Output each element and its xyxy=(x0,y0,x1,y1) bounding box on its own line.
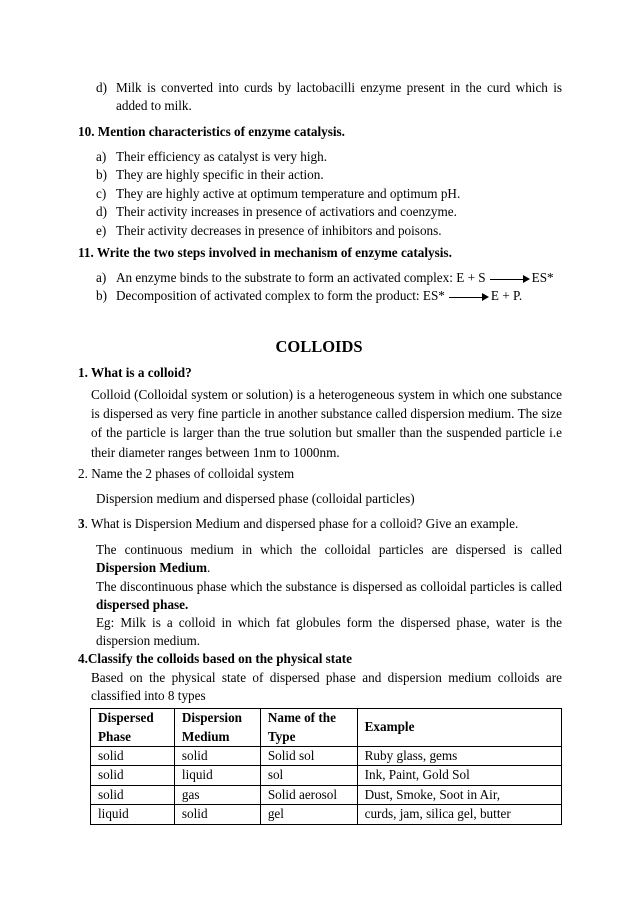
table-cell: Dust, Smoke, Soot in Air, xyxy=(357,785,561,804)
list-marker: c) xyxy=(96,185,107,201)
term-dispersed-phase: dispersed phase. xyxy=(96,597,189,613)
dispersion-medium-definition xyxy=(96,541,562,578)
table-row xyxy=(91,805,562,824)
table-header-cell: Dispersed Phase xyxy=(91,709,175,747)
table-cell: gas xyxy=(174,785,260,804)
list-marker: e) xyxy=(96,222,107,238)
table-header-row xyxy=(91,709,562,747)
table-header-cell: Name of the Type xyxy=(260,709,357,747)
list-item xyxy=(96,222,562,240)
colloid-question-1-title: 1. What is a colloid? xyxy=(78,365,192,380)
list-item xyxy=(96,185,562,203)
list-marker: a) xyxy=(96,149,107,164)
table-header-cell: Example xyxy=(357,709,561,747)
reaction-product: ES* xyxy=(531,270,554,285)
list-item xyxy=(96,203,562,221)
enzyme-characteristics-list xyxy=(96,148,562,240)
table-cell: solid xyxy=(91,747,175,766)
table-cell: solid xyxy=(91,766,175,785)
question-11-title: 11. Write the two steps involved in mechanism of enzyme catalysis. xyxy=(78,245,452,260)
term-dispersion-medium: Dispersion Medium xyxy=(96,560,207,576)
list-item-text: Their activity increases in presence of activatiors and coenzyme. xyxy=(116,204,457,220)
colloid-definition: Colloid (Colloidal system or solution) is a heterogeneous system in which one substance is dispersed as very fine particle in another substance called dispersion medium. The size of the particle is larger than the true solution but smaller than the suspended particle i.e their diameter ranges between 1nm to 1000nm. xyxy=(91,387,562,460)
list-item xyxy=(96,269,562,287)
list-marker: d) xyxy=(96,204,107,220)
table-cell: sol xyxy=(260,766,357,785)
colloid-example: Eg: Milk is a colloid in which fat globules form the dispersed phase, water is the dispersion medium. xyxy=(96,615,562,649)
table-cell: Ink, Paint, Gold Sol xyxy=(357,766,561,785)
reaction-arrow-icon xyxy=(490,274,530,284)
list-item-text: They are highly specific in their action. xyxy=(116,167,324,183)
list-marker: b) xyxy=(96,288,107,304)
colloid-question-3-title xyxy=(78,515,562,533)
table-cell: Solid aerosol xyxy=(260,785,357,804)
list-marker: d) xyxy=(96,80,107,95)
list-item-text: Decomposition of activated complex to form the product: ES* xyxy=(116,288,445,304)
list-item xyxy=(96,79,562,116)
table-cell: solid xyxy=(174,747,260,766)
list-item-text: They are highly active at optimum temperature and optimum pH. xyxy=(116,185,461,201)
colloid-question-2-title: 2. Name the 2 phases of colloidal system xyxy=(78,466,295,481)
list-item-text: Their activity decreases in presence of inhibitors and poisons. xyxy=(116,222,442,238)
table-row xyxy=(91,747,562,766)
table-cell: gel xyxy=(260,805,357,824)
list-item-text: Milk is converted into curds by lactobacilli enzyme present in the curd which is added to milk. xyxy=(116,80,562,114)
table-header-cell: Dispersion Medium xyxy=(174,709,260,747)
question-text: . What is Dispersion Medium and dispersed phase for a colloid? Give an example. xyxy=(84,516,519,531)
table-row xyxy=(91,766,562,785)
definition-text: The discontinuous phase which the substance is dispersed as colloidal particles is called xyxy=(96,579,562,594)
table-cell: solid xyxy=(91,785,175,804)
table-cell: Solid sol xyxy=(260,747,357,766)
reaction-product: E + P. xyxy=(490,288,523,304)
table-cell: liquid xyxy=(174,766,260,785)
table-cell: Ruby glass, gems xyxy=(357,747,561,766)
reaction-arrow-icon xyxy=(449,292,489,302)
definition-text: The continuous medium in which the colloidal particles are dispersed is called xyxy=(96,542,562,557)
section-title: COLLOIDS xyxy=(275,337,363,356)
question-10-title: 10. Mention characteristics of enzyme catalysis. xyxy=(78,124,345,139)
list-marker: a) xyxy=(96,270,107,285)
list-item xyxy=(96,287,562,305)
dispersed-phase-definition xyxy=(96,578,562,615)
list-item xyxy=(96,148,562,166)
classification-intro: Based on the physical state of dispersed phase and dispersion medium colloids are classified into 8 types xyxy=(91,670,562,704)
enzyme-example-list xyxy=(96,79,562,116)
enzyme-mechanism-list xyxy=(96,269,562,306)
list-item-text: An enzyme binds to the substrate to form an activated complex: E + S xyxy=(116,270,486,285)
colloid-question-4-title: 4.Classify the colloids based on the physical state xyxy=(78,651,353,666)
table-cell: curds, jam, silica gel, butter xyxy=(357,805,561,824)
table-row xyxy=(91,785,562,804)
list-item-text: Their efficiency as catalyst is very high. xyxy=(116,149,328,164)
definition-end: . xyxy=(207,560,211,576)
question-number: 3 xyxy=(78,516,85,531)
table-cell: solid xyxy=(174,805,260,824)
list-item xyxy=(96,166,562,184)
table-cell: liquid xyxy=(91,805,175,824)
list-marker: b) xyxy=(96,167,107,183)
colloid-types-table xyxy=(90,708,562,825)
colloid-phases-answer: Dispersion medium and dispersed phase (colloidal particles) xyxy=(96,491,415,506)
